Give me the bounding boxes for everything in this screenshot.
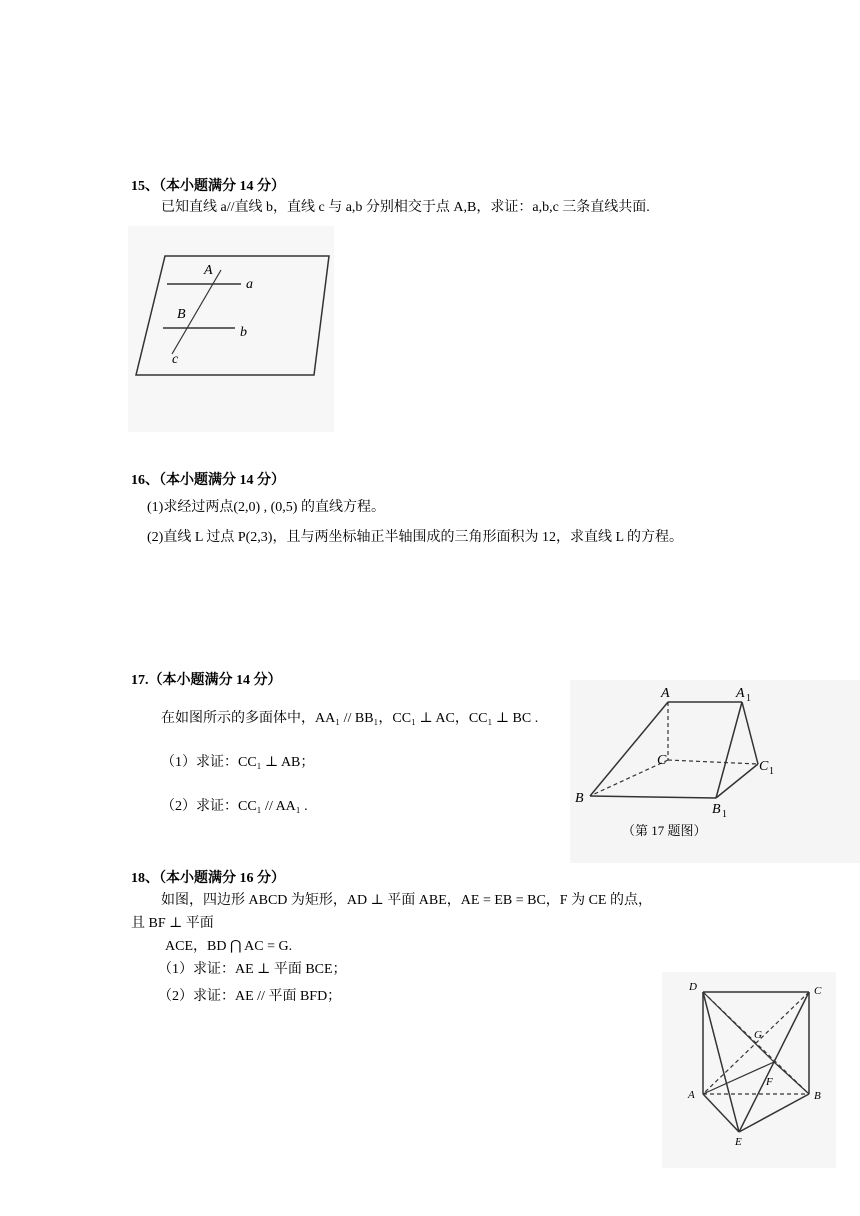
- q18-figure: [662, 972, 836, 1168]
- q15-label-A: A: [204, 263, 213, 278]
- q16-part1: (1)求经过两点(2,0) , (0,5) 的直线方程。: [147, 500, 385, 515]
- q18-label-B: B: [814, 1090, 821, 1102]
- q15-label-b: b: [240, 325, 247, 340]
- q15-title: 15、（本小题满分 14 分）: [131, 179, 285, 194]
- q15-statement: 已知直线 a//直线 b，直线 c 与 a,b 分别相交于点 A,B，求证：a,b,c 三条直线共面.: [161, 200, 650, 215]
- q17-label-A1-sub: 1: [746, 693, 751, 704]
- q18-label-A: A: [688, 1089, 695, 1101]
- q18-statement-2: 且 BF ⊥ 平面: [131, 916, 214, 931]
- q18-title: 18、（本小题满分 16 分）: [131, 871, 285, 886]
- q15-label-a: a: [246, 277, 253, 292]
- q16-part2: (2)直线 L 过点 P(2,3)，且与两坐标轴正半轴围成的三角形面积为 12，求直线 L 的方程。: [147, 530, 683, 545]
- q17-label-B: B: [575, 791, 584, 806]
- q18-label-C: C: [814, 985, 822, 997]
- q17-label-B1: B: [712, 802, 721, 817]
- q18-label-E: E: [735, 1136, 742, 1148]
- q17-label-C: C: [657, 753, 667, 768]
- q18-label-F: F: [766, 1076, 773, 1088]
- q17-label-A1: A: [736, 686, 745, 701]
- q15-label-c: c: [172, 352, 179, 367]
- q17-label-A: A: [661, 686, 670, 701]
- q15-label-B: B: [177, 307, 186, 322]
- q17-figure: [570, 680, 860, 863]
- q18-part1: （1）求证：AE ⊥ 平面 BCE；: [158, 962, 347, 977]
- q17-label-C1-sub: 1: [769, 766, 774, 777]
- q17-statement: 在如图所示的多面体中，AA₁ // BB₁，CC₁ ⊥ AC，CC₁ ⊥ BC .: [161, 711, 539, 726]
- q15-figure: [128, 226, 334, 432]
- q17-title: 17.（本小题满分 14 分）: [131, 673, 282, 688]
- q17-caption: （第 17 题图）: [622, 823, 707, 838]
- q18-statement-1: 如图，四边形 ABCD 为矩形，AD ⊥ 平面 ABE，AE = EB = BC，F 为 CE 的点，: [161, 893, 652, 908]
- q17-part2: （2）求证：CC₁ // AA₁ .: [161, 799, 308, 814]
- q18-part2: （2）求证：AE // 平面 BFD；: [158, 989, 342, 1004]
- q17-part1: （1）求证：CC₁ ⊥ AB；: [161, 755, 315, 770]
- q18-label-G: G: [754, 1029, 762, 1041]
- q16-title: 16、（本小题满分 14 分）: [131, 473, 285, 488]
- q17-label-B1-sub: 1: [722, 809, 727, 820]
- q17-label-C1: C: [759, 759, 769, 774]
- q18-label-D: D: [689, 981, 697, 993]
- q18-statement-3: ACE，BD ⋂ AC = G.: [165, 939, 293, 954]
